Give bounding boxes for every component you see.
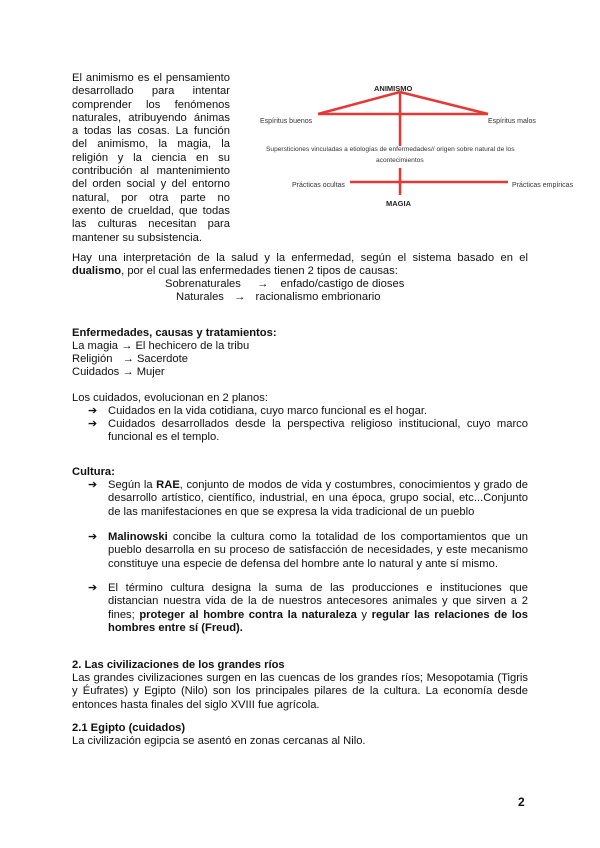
intro-line: del animismo, la magia, la [72,138,230,151]
cause-label: Naturales [176,291,224,303]
text: concibe la cultura como la totalidad de los comportamientos que un pueblo desarrolla en su proceso de satisfacción de necesidades, y este mecanismo constituye una especie de defensa del hombre ante lo natural y ante sí mismo. [108,531,528,570]
bold-text: RAE [156,479,180,491]
treatment-item-magic [72,340,249,353]
intro-line: religión y la ciencia en su [72,151,230,164]
care-plane-bullet [88,418,528,445]
diagram-branch-left [318,92,400,114]
bold-text: Malinowski [108,531,168,543]
section21-body: La civilización egipcia se asentó en zonas cercanas al Nilo. [72,735,366,747]
intro-line: comprender los fenómenos [72,98,230,111]
bullet-arrow-icon: ➔ [88,405,98,417]
cause-label: Sobrenaturales [165,278,241,290]
arrow: → [257,278,269,290]
care-plane-bullet [88,405,528,418]
bold-text: proteger al hombre contra la naturaleza [139,608,357,621]
bullet-text: Cuidados en la vida cotidiana, cuyo marco funcional es el hogar. [108,405,428,417]
diagram-superstitions-line1: Supersticiones vinculadas a etiologías de enfermedades// origen sobre natural de los [266,146,515,153]
treatment-value: El hechicero de la tribu [135,340,250,352]
intro-line: exento de crueldad, que todas [72,204,230,217]
bullet-text [108,479,528,519]
bullet-arrow-icon: ➔ [88,479,98,491]
treatment-label: La magia [72,340,119,352]
cause-supernatural [165,278,404,291]
dualism-line1: Hay una interpretación de la salud y la enfermedad, según el sistema basado en el [72,252,528,264]
treatment-value: Sacerdote [136,353,188,365]
culture-bullet-malinowski [88,531,528,571]
bullet-arrow-icon: ➔ [88,582,98,594]
text: El término cultura designa la suma de las producciones e instituciones que distancian nuestra vida de la de nuestros antecesores animales y que sirven a 2 fines; [108,582,528,621]
section2-heading: 2. Las civilizaciones de los grandes ríos [72,659,285,671]
bullet-arrow-icon: ➔ [88,418,98,430]
page-number: 2 [518,795,525,809]
cause-value: enfado/castigo de dioses [280,278,405,290]
diagram-branch-right [400,92,488,114]
section21-heading: 2.1 Egipto (cuidados) [72,722,186,734]
diagram-title-magia: MAGIA [386,199,411,208]
intro-line: El animismo es el pensamiento [72,72,230,84]
section2-body: Las grandes civilizaciones surgen en las cuencas de los grandes ríos; Mesopotamia (Tigris y Éufrates) y Egipto (Nilo) son los principales pilares de la cultura. La economía desde entonces hasta finales del siglo XVIII fue agrícola. [72,672,528,711]
text: Según la [108,479,157,491]
treatment-item-religion [72,353,188,366]
cause-value: racionalismo embrionario [255,291,381,303]
culture-bullet-rae [88,479,528,519]
arrow: → [121,340,133,352]
diagram-empirical-practices: Prácticas empíricas [512,182,574,189]
treatment-label: Religión [72,353,113,365]
intro-line: naturales, atribuyendo ánimas [72,111,230,124]
cause-natural [176,291,381,304]
intro-line: desarrollado para intentar [72,85,230,98]
intro-line: las culturas necesitan para [72,218,230,231]
intro-line: a todas las cosas. La función [72,125,230,138]
diagram-superstitions-line2: acontecimientos [376,157,424,164]
culture-bullet-freud [88,582,528,635]
animism-diagram [250,78,574,213]
text: , conjunto de modos de vida y costumbres, conocimientos y grado de desarrollo artístico, científico, industrial, en una época, grupo social, etc...Conjunto de las manifestaciones en que se expresa la vida tradicional de un pueblo [108,479,528,518]
diagram-bad-spirits: Espíritus malos [488,118,536,125]
dualism-line2 [72,265,528,278]
dualism-paragraph [72,252,528,279]
bullet-arrow-icon: ➔ [88,531,98,543]
text: y [356,608,372,621]
intro-line: mantener su subsistencia. [72,231,202,244]
treatment-item-care [72,366,165,379]
bullet-text: Cuidados desarrollados desde la perspectiva religioso institucional, cuyo marco funcional es el templo. [108,418,528,444]
care-planes-intro: Los cuidados, evolucionan en 2 planos: [72,392,268,404]
arrow: → [122,366,134,378]
bullet-text [108,582,528,635]
intro-line: natural, por otra parte no [72,191,230,204]
diagram-good-spirits: Espíritus buenos [260,118,313,125]
treatments-heading: Enfermedades, causas y tratamientos: [72,327,277,339]
treatment-value: Mujer [136,366,165,378]
intro-line: contribución al mantenimiento [72,165,230,178]
arrow: → [122,353,134,365]
treatment-label: Cuidados [72,366,120,378]
bold-text: regular las relaciones de los hombres entre sí (Freud). [108,608,528,634]
diagram-title-animismo: ANIMISMO [374,84,413,93]
diagram-occult-practices: Prácticas ocultas [292,182,345,189]
bullet-text [108,531,528,571]
dualism-bold-word: dualismo [72,265,122,278]
animism-paragraph [72,72,230,245]
arrow: → [234,291,246,303]
intro-line: del orden social y del entorno [72,178,230,191]
culture-heading: Cultura: [72,466,115,478]
dualism-line2-rest: , por el cual las enfermedades tienen 2 tipos de causas: [121,265,398,278]
